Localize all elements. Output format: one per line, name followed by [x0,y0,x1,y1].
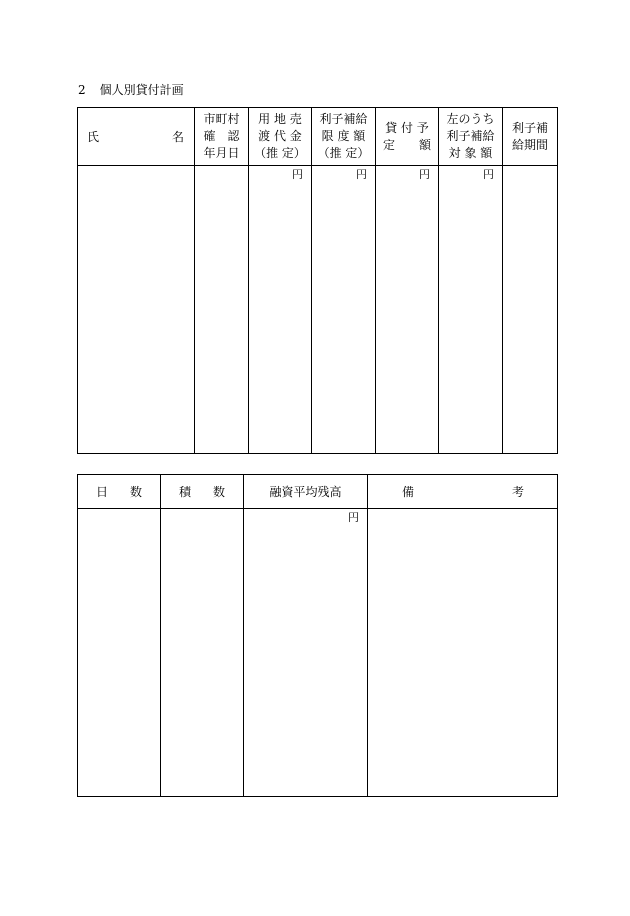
header-days-part1: 日 [96,485,109,499]
header-confirm-date [195,108,249,166]
header-interest-target [439,108,503,166]
header-land-price-line2: 渡 代 金 [258,129,302,143]
header-confirm-date-line2: 確 認 [203,129,240,143]
cell-remarks[interactable] [368,509,558,797]
unit-yen: 円 [348,511,359,524]
unit-yen: 円 [356,168,367,181]
unit-yen: 円 [419,168,430,181]
section-heading: 個人別貸付計画 [99,83,184,97]
header-product-part1: 積 [179,485,192,499]
section-number: 2 [78,83,86,97]
header-interest-limit [312,108,376,166]
header-confirm-date-line1: 市町村 [203,112,240,126]
cell-interest-limit[interactable] [312,166,376,454]
header-avg-balance: 融資平均残高 [244,475,368,509]
header-interest-limit-line3: （推 定） [317,146,370,160]
cell-land-price[interactable] [249,166,312,454]
header-days [78,475,161,509]
unit-yen: 円 [483,168,494,181]
cell-days[interactable] [78,509,161,797]
header-interest-target-line3: 対 象 額 [448,146,493,160]
header-name [78,108,195,166]
header-interest-target-line1: 左のうち [446,112,495,126]
header-interest-period [503,108,558,166]
cell-interest-period[interactable] [503,166,558,454]
header-land-price-line1: 用 地 売 [258,112,302,126]
header-interest-period-line1: 利子補 [511,120,548,135]
header-remarks-part1: 備 [402,485,415,499]
header-land-price-line3: （推 定） [254,146,306,160]
plan-entry-row [78,166,558,454]
header-loan-amount-line2: 定 額 [382,137,431,152]
header-days-part2: 数 [129,485,142,499]
cell-interest-target[interactable] [439,166,503,454]
header-name-part2: 名 [171,130,184,144]
header-confirm-date-line3: 年月日 [203,146,240,160]
section-title [78,83,184,97]
summary-header-row [78,475,558,509]
header-interest-target-line2: 利子補給 [446,129,495,143]
header-name-part1: 氏 [87,130,100,144]
header-interest-limit-line2: 限 度 額 [321,129,366,143]
header-remarks [368,475,558,509]
header-product-part2: 数 [212,485,225,499]
unit-yen: 円 [292,168,303,181]
cell-confirm-date[interactable] [195,166,249,454]
summary-entry-row [78,509,558,797]
balance-summary-table [77,474,558,797]
header-loan-amount [376,108,439,166]
header-interest-period-line2: 給期間 [511,137,548,152]
cell-avg-balance[interactable] [244,509,368,797]
header-interest-limit-line1: 利子補給 [319,112,368,126]
cell-name[interactable] [78,166,195,454]
header-remarks-part2: 考 [511,485,524,499]
header-land-price [249,108,312,166]
cell-product[interactable] [161,509,244,797]
plan-header-row [78,108,558,166]
header-product [161,475,244,509]
individual-loan-plan-table [77,107,558,454]
cell-loan-amount[interactable] [376,166,439,454]
header-loan-amount-line1: 貸 付 予 [385,120,429,135]
